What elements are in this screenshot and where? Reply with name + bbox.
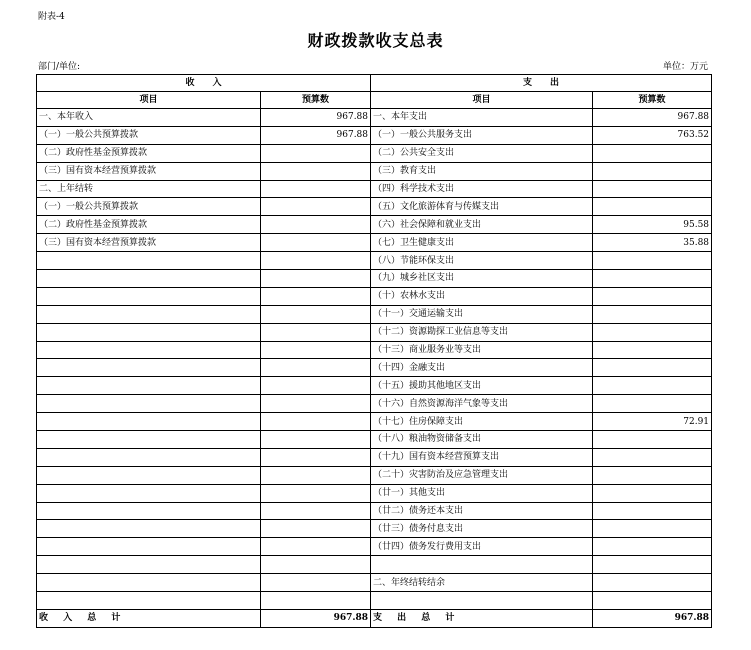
income-item-cell — [37, 538, 261, 556]
expense-item-cell: （四）科学技术支出 — [371, 180, 593, 198]
income-item-cell — [37, 413, 261, 431]
income-value-cell — [261, 287, 371, 305]
income-item-cell — [37, 484, 261, 502]
table-row — [37, 377, 712, 395]
expense-value-cell — [593, 520, 712, 538]
table-row — [37, 431, 712, 449]
income-item-cell: （三）国有资本经营预算拨款 — [37, 234, 261, 252]
income-item-cell — [37, 466, 261, 484]
income-value-cell — [261, 395, 371, 413]
table-row — [37, 180, 712, 198]
income-budget-header: 预算数 — [261, 92, 371, 109]
income-value-cell — [261, 359, 371, 377]
expense-value-cell — [593, 359, 712, 377]
income-value-cell — [261, 252, 371, 270]
expense-value-cell — [593, 305, 712, 323]
expense-value-cell — [593, 502, 712, 520]
expense-item-cell: （十二）资源勘探工业信息等支出 — [371, 323, 593, 341]
income-value-cell — [261, 484, 371, 502]
expense-item-cell: （十九）国有资本经营预算支出 — [371, 448, 593, 466]
expense-item-cell: （廿四）债务发行费用支出 — [371, 538, 593, 556]
expense-item-cell: 一、本年支出 — [371, 109, 593, 127]
table-row — [37, 323, 712, 341]
income-value-cell: 967.88 — [261, 109, 371, 127]
income-value-cell — [261, 198, 371, 216]
table-row — [37, 305, 712, 323]
expense-item-cell: （十六）自然资源海洋气象等支出 — [371, 395, 593, 413]
income-value-cell — [261, 556, 371, 574]
expense-value-cell: 763.52 — [593, 126, 712, 144]
expense-value-cell: 72.91 — [593, 413, 712, 431]
expense-value-cell — [593, 270, 712, 288]
income-value-cell: 967.88 — [261, 126, 371, 144]
table-row — [37, 359, 712, 377]
income-value-cell — [261, 466, 371, 484]
income-value-cell — [261, 162, 371, 180]
expense-value-cell — [593, 162, 712, 180]
expense-value-cell: 967.88 — [593, 109, 712, 127]
expense-value-cell: 95.58 — [593, 216, 712, 234]
expense-value-cell — [593, 538, 712, 556]
expense-value-cell — [593, 556, 712, 574]
expense-item-cell: （十七）住房保障支出 — [371, 413, 593, 431]
expense-total-value: 967.88 — [593, 609, 712, 627]
income-item-cell: （二）政府性基金预算拨款 — [37, 144, 261, 162]
income-item-cell: （三）国有资本经营预算拨款 — [37, 162, 261, 180]
income-value-cell — [261, 341, 371, 359]
expense-item-cell — [371, 556, 593, 574]
income-item-cell — [37, 377, 261, 395]
expense-item-cell: （十八）粮油物资储备支出 — [371, 431, 593, 449]
income-value-cell — [261, 234, 371, 252]
expense-item-cell: （三）教育支出 — [371, 162, 593, 180]
table-row — [37, 162, 712, 180]
table-row — [37, 448, 712, 466]
income-item-cell — [37, 359, 261, 377]
income-total-value: 967.88 — [261, 609, 371, 627]
expense-item-cell: （廿二）债务还本支出 — [371, 502, 593, 520]
expense-item-cell: （五）文化旅游体育与传媒支出 — [371, 198, 593, 216]
expense-budget-header: 预算数 — [593, 92, 712, 109]
income-value-cell — [261, 305, 371, 323]
expense-value-cell — [593, 448, 712, 466]
income-value-cell — [261, 413, 371, 431]
table-row — [37, 287, 712, 305]
expense-value-cell — [593, 198, 712, 216]
expense-value-cell — [593, 484, 712, 502]
spacer-row — [37, 592, 712, 610]
income-item-cell — [37, 574, 261, 592]
income-value-cell — [261, 431, 371, 449]
table-row — [37, 252, 712, 270]
table-row — [37, 574, 712, 592]
section-header-row — [37, 75, 712, 92]
expense-item-cell: （九）城乡社区支出 — [371, 270, 593, 288]
expense-value-cell — [593, 252, 712, 270]
expense-value-cell — [593, 180, 712, 198]
income-item-cell — [37, 502, 261, 520]
totals-row — [37, 609, 712, 627]
income-item-cell: （一）一般公共预算拨款 — [37, 198, 261, 216]
expense-value-cell — [593, 341, 712, 359]
expense-value-cell — [593, 323, 712, 341]
income-item-cell — [37, 270, 261, 288]
expense-item-cell: （十一）交通运输支出 — [371, 305, 593, 323]
table-row — [37, 502, 712, 520]
income-value-cell — [261, 448, 371, 466]
table-row — [37, 144, 712, 162]
income-value-cell — [261, 144, 371, 162]
expense-value-cell — [593, 377, 712, 395]
table-row — [37, 556, 712, 574]
expense-value-cell — [593, 395, 712, 413]
table-row — [37, 466, 712, 484]
expense-value-cell — [593, 574, 712, 592]
income-value-cell — [261, 574, 371, 592]
expense-item-cell: 二、年终结转结余 — [371, 574, 593, 592]
expense-value-cell — [593, 466, 712, 484]
income-item-cell — [37, 431, 261, 449]
expense-item-cell: （二十）灾害防治及应急管理支出 — [371, 466, 593, 484]
table-row — [37, 126, 712, 144]
income-item-cell — [37, 323, 261, 341]
expense-value-cell: 35.88 — [593, 234, 712, 252]
unit-label: 单位：万元 — [662, 62, 708, 72]
table-row — [37, 109, 712, 127]
expense-item-cell: （廿三）债务付息支出 — [371, 520, 593, 538]
income-value-cell — [261, 377, 371, 395]
income-item-header: 项目 — [37, 92, 261, 109]
expense-item-cell: （十五）援助其他地区支出 — [371, 377, 593, 395]
expense-item-cell: （七）卫生健康支出 — [371, 234, 593, 252]
table-row — [37, 395, 712, 413]
income-value-cell — [261, 520, 371, 538]
income-value-cell — [261, 538, 371, 556]
attachment-label: 附表-4 — [38, 12, 65, 22]
income-item-cell — [37, 520, 261, 538]
expense-total-label: 支 出 总 计 — [371, 609, 593, 627]
income-value-cell — [261, 270, 371, 288]
expense-item-cell: （廿一）其他支出 — [371, 484, 593, 502]
income-item-cell: （二）政府性基金预算拨款 — [37, 216, 261, 234]
income-value-cell — [261, 502, 371, 520]
expense-value-cell — [593, 431, 712, 449]
income-value-cell — [261, 180, 371, 198]
expense-item-cell: （八）节能环保支出 — [371, 252, 593, 270]
income-item-cell — [37, 448, 261, 466]
income-value-cell — [261, 323, 371, 341]
expense-item-cell: （十三）商业服务业等支出 — [371, 341, 593, 359]
expense-value-cell — [593, 287, 712, 305]
department-label: 部门/单位: — [38, 62, 81, 72]
table-row — [37, 413, 712, 431]
column-header-row — [37, 92, 712, 109]
table-row — [37, 341, 712, 359]
table-row — [37, 198, 712, 216]
table-row — [37, 234, 712, 252]
expense-item-cell: （十）农林水支出 — [371, 287, 593, 305]
income-header: 收 入 — [37, 75, 371, 92]
table-row — [37, 270, 712, 288]
expense-header: 支 出 — [371, 75, 712, 92]
income-item-cell — [37, 556, 261, 574]
income-item-cell: （一）一般公共预算拨款 — [37, 126, 261, 144]
table-row — [37, 520, 712, 538]
income-item-cell — [37, 305, 261, 323]
page-title: 财政拨款收支总表 — [307, 31, 444, 50]
income-item-cell — [37, 341, 261, 359]
income-item-cell — [37, 252, 261, 270]
expense-item-cell: （一）一般公共服务支出 — [371, 126, 593, 144]
expense-item-cell: （二）公共安全支出 — [371, 144, 593, 162]
expense-value-cell — [593, 144, 712, 162]
income-item-cell — [37, 287, 261, 305]
expense-item-header: 项目 — [371, 92, 593, 109]
income-item-cell — [37, 395, 261, 413]
income-item-cell: 一、本年收入 — [37, 109, 261, 127]
income-value-cell — [261, 216, 371, 234]
budget-table — [36, 74, 712, 628]
table-row — [37, 216, 712, 234]
table-row — [37, 484, 712, 502]
income-total-label: 收 入 总 计 — [37, 609, 261, 627]
expense-item-cell: （十四）金融支出 — [371, 359, 593, 377]
income-item-cell: 二、上年结转 — [37, 180, 261, 198]
table-row — [37, 538, 712, 556]
expense-item-cell: （六）社会保障和就业支出 — [371, 216, 593, 234]
